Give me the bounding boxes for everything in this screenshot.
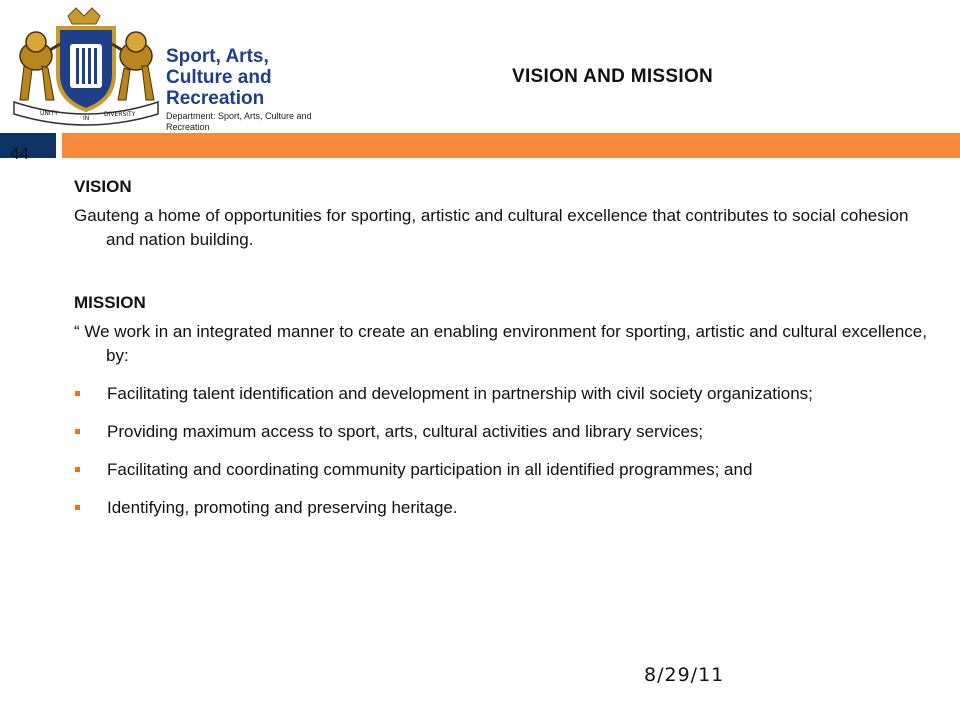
list-item bbox=[74, 496, 934, 520]
mission-list bbox=[74, 382, 934, 520]
mission-heading: MISSION bbox=[74, 293, 146, 312]
logo-line-1: Sport, Arts, bbox=[166, 46, 269, 67]
page-title: VISION AND MISSION bbox=[512, 66, 714, 87]
mission-intro: “ We work in an integrated manner to create an enabling environment for sporting, artistic and cultural excellence, by: bbox=[74, 322, 927, 365]
vision-heading: VISION bbox=[74, 177, 132, 196]
list-item bbox=[74, 382, 934, 406]
bullet-icon bbox=[75, 505, 80, 510]
department-logo bbox=[6, 4, 346, 132]
mission-bullet-1: Facilitating talent identification and development in partnership with civil society organizations; bbox=[107, 384, 813, 403]
list-item bbox=[74, 420, 934, 444]
mission-bullet-3: Facilitating and coordinating community participation in all identified programmes; and bbox=[107, 460, 753, 479]
logo-wordmark bbox=[166, 46, 346, 146]
header-bar-orange bbox=[62, 133, 960, 158]
motto-unity-text: UNITY bbox=[40, 110, 58, 117]
mission-bullet-4: Identifying, promoting and preserving heritage. bbox=[107, 498, 458, 517]
bullet-icon bbox=[75, 429, 80, 434]
bullet-icon bbox=[75, 467, 80, 472]
bullet-icon bbox=[75, 391, 80, 396]
motto-in-text: IN bbox=[83, 115, 90, 122]
slide-number: 44 bbox=[10, 144, 29, 163]
logo-line-3: Department: Sport, Arts, Culture and Recreation bbox=[166, 111, 312, 132]
coat-of-arms-icon bbox=[6, 4, 166, 128]
footer-date: 8/29/11 bbox=[644, 664, 725, 686]
mission-bullet-2: Providing maximum access to sport, arts, cultural activities and library services; bbox=[107, 422, 704, 441]
vision-text: Gauteng a home of opportunities for sporting, artistic and cultural excellence that contributes to social cohesion and nation building. bbox=[74, 206, 909, 249]
logo-line-2: Culture and Recreation bbox=[166, 67, 272, 109]
motto-diversity-text: DIVERSITY bbox=[104, 111, 136, 118]
slide-body bbox=[74, 176, 934, 520]
list-item bbox=[74, 458, 934, 482]
